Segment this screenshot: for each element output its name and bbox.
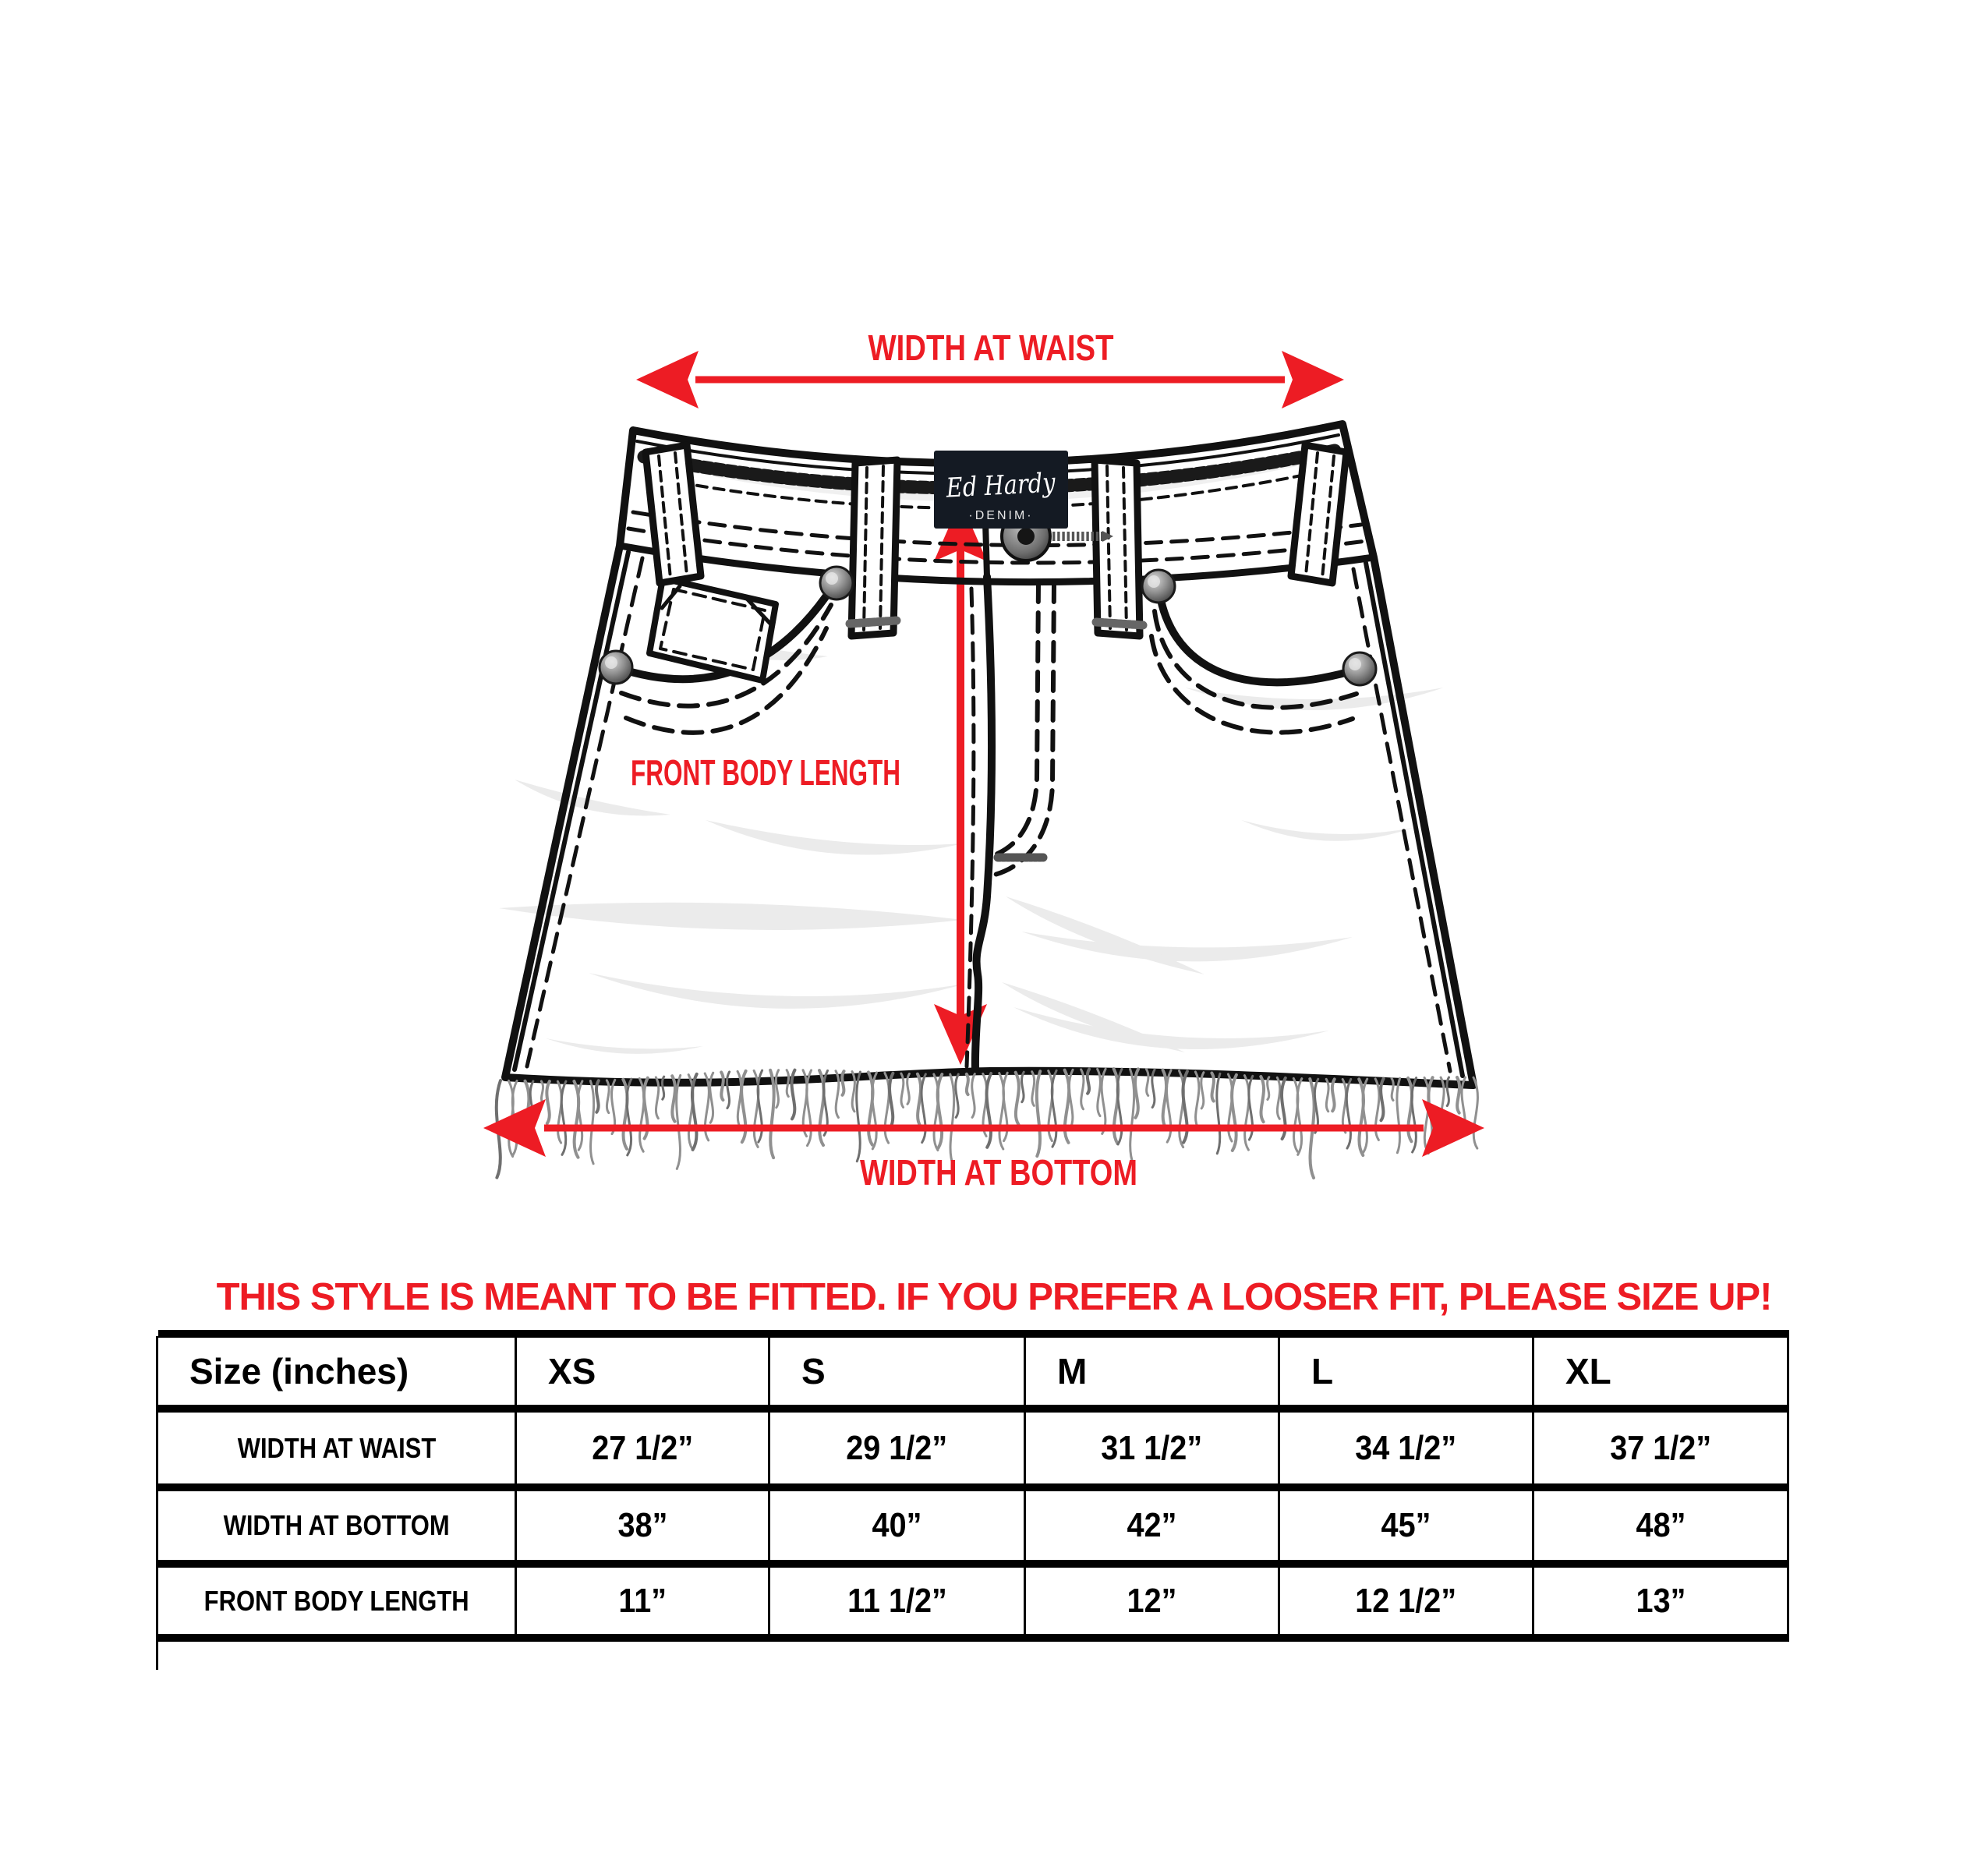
fit-notice: THIS STYLE IS MEANT TO BE FITTED. IF YOU PREFER A LOOSER FIT, PLEASE SIZE UP! <box>216 1276 1772 1318</box>
brand-sub-text: ·DENIM· <box>968 509 1034 522</box>
table-value: 31 1/2” <box>1026 1413 1280 1491</box>
table-value: 42” <box>1026 1491 1280 1568</box>
belt-loop-right-corner <box>1291 445 1346 583</box>
table-value: 38” <box>517 1491 770 1568</box>
table-value: 27 1/2” <box>517 1413 770 1491</box>
table-value: 48” <box>1534 1491 1787 1568</box>
header-m: M <box>1057 1351 1088 1391</box>
table-header-cell <box>1534 1338 1787 1413</box>
table-header-cell <box>770 1338 1026 1413</box>
table-header-cell <box>1280 1338 1534 1413</box>
table-value: 45” <box>1280 1491 1534 1568</box>
table-value: 34 1/2” <box>1280 1413 1534 1491</box>
table-header-cell <box>1026 1338 1280 1413</box>
table-row-label: WIDTH AT WAIST <box>158 1413 517 1491</box>
table-left-border-line <box>156 1336 158 1670</box>
size-table <box>158 1330 1789 1642</box>
rivet <box>1343 652 1376 685</box>
belt-loop-left-corner <box>646 445 701 583</box>
width-at-bottom-label: WIDTH AT BOTTOM <box>860 1152 1137 1193</box>
rivet <box>600 651 632 684</box>
table-value: 11 1/2” <box>770 1568 1026 1634</box>
table-value: 37 1/2” <box>1534 1413 1787 1491</box>
header-s: S <box>801 1351 826 1391</box>
table-header-cell <box>158 1338 517 1413</box>
table-value: 40” <box>770 1491 1026 1568</box>
header-xs: XS <box>548 1351 596 1391</box>
table-value: 13” <box>1534 1568 1787 1634</box>
header-l: L <box>1311 1351 1334 1391</box>
table-value: 11” <box>517 1568 770 1634</box>
rivet <box>820 567 853 599</box>
garment-brand-label <box>934 451 1076 529</box>
belt-loop-right-of-fly <box>1095 460 1143 636</box>
brand-script-text: Ed Hardy <box>945 466 1076 504</box>
table-value: 29 1/2” <box>770 1413 1026 1491</box>
belt-loop-left-of-fly <box>850 460 897 636</box>
table-value: 12 1/2” <box>1280 1568 1534 1634</box>
rivet <box>1142 570 1175 603</box>
width-at-waist-label: WIDTH AT WAIST <box>868 327 1114 368</box>
front-body-length-label: FRONT BODY LENGTH <box>631 752 900 793</box>
table-value: 12” <box>1026 1568 1280 1634</box>
table-header-cell <box>517 1338 770 1413</box>
header-size-inches: Size (inches) <box>189 1351 409 1391</box>
header-xl: XL <box>1565 1351 1611 1391</box>
table-row-label: WIDTH AT BOTTOM <box>158 1491 517 1568</box>
table-row-label: FRONT BODY LENGTH <box>158 1568 517 1634</box>
